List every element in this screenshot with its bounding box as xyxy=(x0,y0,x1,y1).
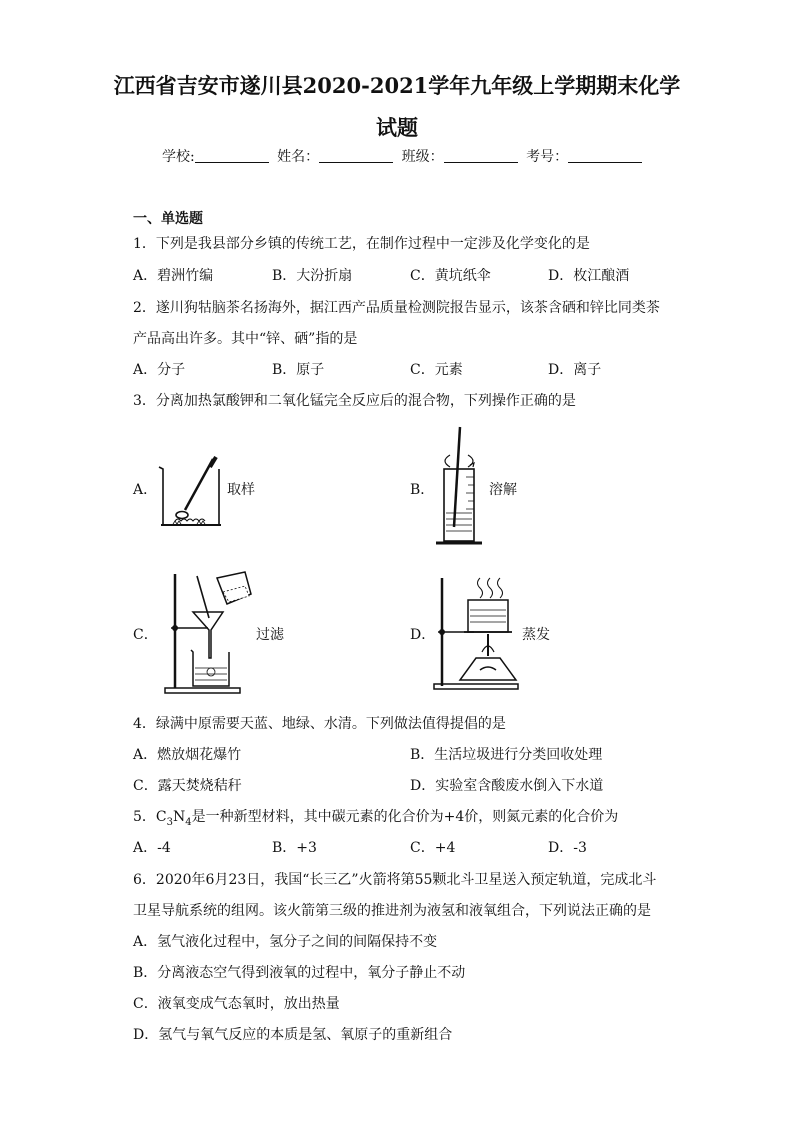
q5-stem-rest: 是一种新型材料，其中碳元素的化合价为+4价，则氮元素的化合价为 xyxy=(191,809,619,825)
q5-option-a: A．-4 xyxy=(133,840,171,856)
q4-option-a: A．燃放烟花爆竹 xyxy=(133,747,242,763)
evaporation-figure xyxy=(432,572,522,692)
cylinder-stir-figure xyxy=(430,425,490,550)
doc-title-line2: 试题 xyxy=(376,115,418,140)
q5-option-c: C．+4 xyxy=(410,840,456,856)
q2-option-d: D．离子 xyxy=(548,362,602,378)
q4-stem: 4．绿满中原需要天蓝、地绿、水清。下列做法值得提倡的是 xyxy=(133,716,506,732)
exam-no-label: 考号： xyxy=(526,149,569,165)
beaker-spoon-figure xyxy=(155,455,225,530)
q1-option-d: D．枚江酿酒 xyxy=(548,268,630,284)
q3-option-c-letter: C． xyxy=(133,627,158,643)
q1-option-b: B．大汾折扇 xyxy=(272,268,353,284)
filtration-figure xyxy=(163,568,258,695)
q3-option-b-label: 溶解 xyxy=(489,482,517,498)
student-info-row xyxy=(162,146,646,166)
q3-option-d-letter: D． xyxy=(410,627,436,643)
q1-stem: 1．下列是我县部分乡镇的传统工艺，在制作过程中一定涉及化学变化的是 xyxy=(133,236,590,252)
q1-option-a: A．碧洲竹编 xyxy=(133,268,214,284)
school-label: 学校: xyxy=(162,149,195,165)
q6-option-d: D．氢气与氧气反应的本质是氢、氧原子的重新组合 xyxy=(133,1027,453,1043)
q6-stem-line1: 6．2020年6月23日，我国“长三乙”火箭将第55颗北斗卫星送入预定轨道，完成北斗 xyxy=(133,872,657,888)
q2-option-c: C．元素 xyxy=(410,362,463,378)
q5-formula-c: C xyxy=(155,809,167,825)
name-blank xyxy=(319,148,393,163)
q3-option-a-letter: A． xyxy=(133,482,158,498)
q1-option-c: C．黄坑纸伞 xyxy=(410,268,491,284)
q4-option-b: B．生活垃圾进行分类回收处理 xyxy=(410,747,603,763)
q2-option-b: B．原子 xyxy=(272,362,325,378)
q5-option-b: B．+3 xyxy=(272,840,317,856)
q6-option-b: B．分离液态空气得到液氧的过程中，氧分子静止不动 xyxy=(133,965,466,981)
q3-stem: 3．分离加热氯酸钾和二氧化锰完全反应后的混合物，下列操作正确的是 xyxy=(133,393,576,409)
q3-option-a-label: 取样 xyxy=(227,482,255,498)
q3-option-b-letter: B． xyxy=(410,482,435,498)
q3-option-d-label: 蒸发 xyxy=(522,627,550,643)
name-label: 姓名： xyxy=(277,149,320,165)
q5-formula-c-sub: 3 xyxy=(166,816,174,828)
q4-option-d: D．实验室含酸废水倒入下水道 xyxy=(410,778,604,794)
q3-option-c-label: 过滤 xyxy=(256,627,284,643)
q2-stem-line2: 产品高出许多。其中“锌、硒”指的是 xyxy=(133,331,358,347)
school-blank xyxy=(195,148,269,163)
q6-stem-line2: 卫星导航系统的组网。该火箭第三级的推进剂为液氢和液氧组合，下列说法正确的是 xyxy=(133,903,651,919)
q6-option-a: A．氢气液化过程中，氢分子之间的间隔保持不变 xyxy=(133,934,438,950)
q5-formula-n: N xyxy=(173,809,186,825)
doc-title-line1: 江西省吉安市遂川县2020-2021学年九年级上学期期末化学 xyxy=(113,73,681,98)
exam-no-blank xyxy=(568,148,642,163)
q5-formula-n-sub: 4 xyxy=(185,816,192,828)
class-label: 班级： xyxy=(401,149,444,165)
q5-stem: 5．$C_3N_4$是一种新型材料，其中碳元素的化合价为+4价，则氮元素的化合价为 xyxy=(133,809,619,828)
section-heading: 一、单选题 xyxy=(133,211,203,227)
q2-stem-line1: 2．遂川狗牯脑茶名扬海外，据江西产品质量检测院报告显示，该茶含硒和锌比同类茶 xyxy=(133,300,660,316)
q4-option-c: C．露天焚烧秸秆 xyxy=(133,778,242,794)
q5-option-d: D．-3 xyxy=(548,840,587,856)
q6-option-c: C．液氧变成气态氧时，放出热量 xyxy=(133,996,340,1012)
class-blank xyxy=(444,148,518,163)
q2-option-a: A．分子 xyxy=(133,362,186,378)
